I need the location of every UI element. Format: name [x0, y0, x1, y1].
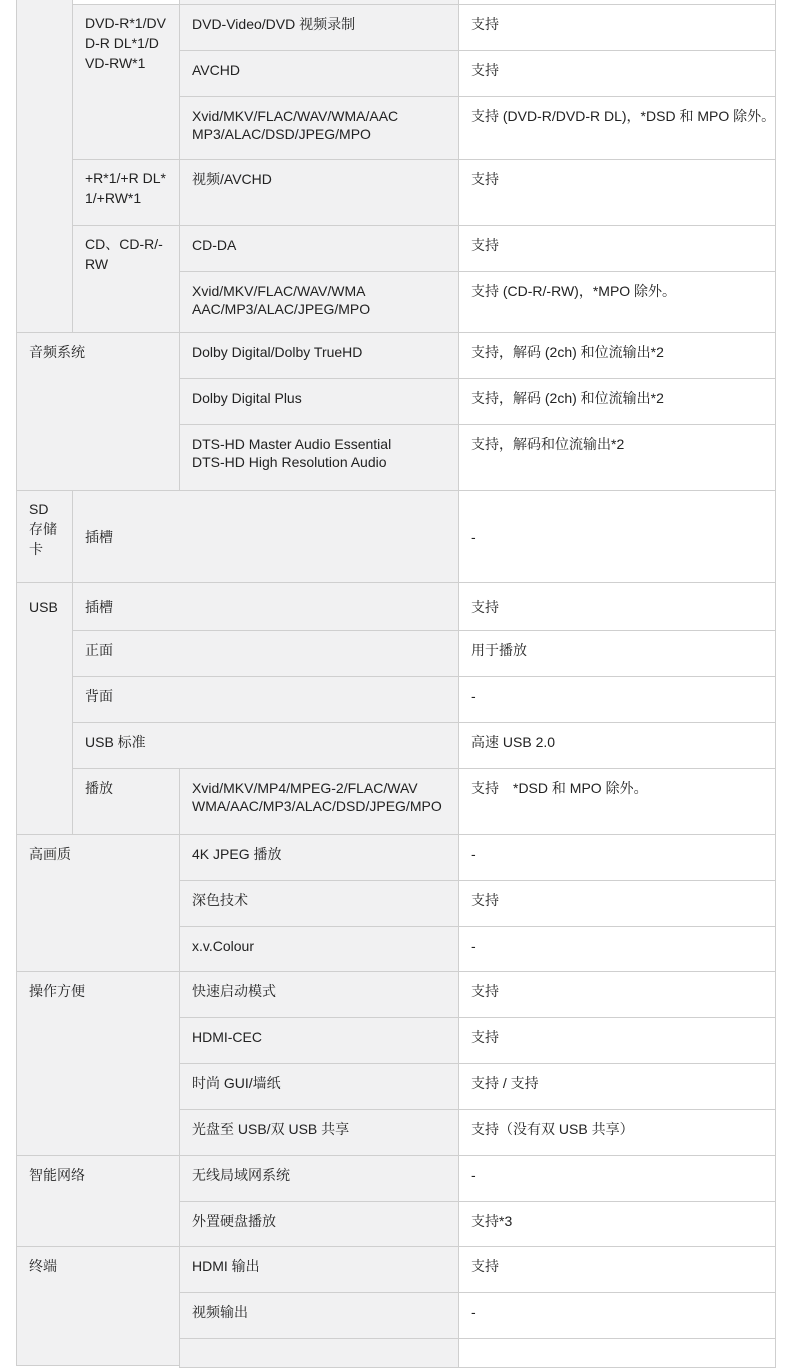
format-cell: 外置硬盘播放 [179, 1201, 459, 1247]
format-line: MP3/ALAC/DSD/JPEG/MPO [192, 126, 371, 142]
format-line: DTS-HD High Resolution Audio [192, 454, 387, 470]
format-line: Xvid/MKV/MP4/MPEG-2/FLAC/WAV [192, 780, 418, 796]
value-cell: 支持 [458, 1017, 776, 1064]
format-cell: CD-DA [179, 225, 459, 272]
format-cell: USB 标准 [72, 722, 459, 769]
format-line: WMA/AAC/MP3/ALAC/DSD/JPEG/MPO [192, 798, 442, 814]
category-audio: 音频系统 [16, 332, 180, 491]
format-cell [179, 96, 459, 160]
row-header-dvd-r: DVD-R*1/DVD-R DL*1/DVD-RW*1 [72, 4, 180, 160]
row-header-cd: CD、CD-R/-RW [72, 225, 180, 333]
category-usb: USB [16, 582, 73, 835]
row-header-usb-playback: 播放 [72, 768, 180, 835]
value-cell: 支持 [458, 1246, 776, 1293]
label-line: 存储 [29, 521, 57, 537]
format-cell: 插槽 [72, 582, 459, 631]
media-category-cell [16, 0, 73, 333]
format-cell: 背面 [72, 676, 459, 723]
value-cell: 支持 [458, 971, 776, 1018]
format-cell: HDMI 输出 [179, 1246, 459, 1293]
format-cell [179, 424, 459, 491]
value-cell: 支持，解码 (2ch) 和位流输出*2 [458, 332, 776, 379]
format-line: DTS-HD Master Audio Essential [192, 436, 392, 452]
value-cell: - [458, 1155, 776, 1202]
format-cell: DVD-Video/DVD 视频录制 [179, 4, 459, 51]
value-cell: 支持 *DSD 和 MPO 除外。 [458, 768, 776, 835]
value-cell: 用于播放 [458, 630, 776, 677]
category-picture: 高画质 [16, 834, 180, 972]
category-network: 智能网络 [16, 1155, 180, 1247]
value-cell: - [458, 676, 776, 723]
format-cell: AVCHD [179, 50, 459, 97]
value-cell: 支持 / 支持 [458, 1063, 776, 1110]
format-cell: 快速启动模式 [179, 971, 459, 1018]
format-cell: 插槽 [72, 490, 459, 583]
format-line: Xvid/MKV/FLAC/WAV/WMA [192, 283, 366, 299]
format-cell: HDMI-CEC [179, 1017, 459, 1064]
label-line: SD [29, 501, 49, 517]
format-cell: Dolby Digital Plus [179, 378, 459, 425]
value-cell: 支持 [458, 4, 776, 51]
format-cell: 视频/AVCHD [179, 159, 459, 226]
value-cell: 支持*3 [458, 1201, 776, 1247]
label-line: 卡 [29, 541, 43, 557]
value-cell: 支持 [458, 225, 776, 272]
format-cell: 时尚 GUI/墙纸 [179, 1063, 459, 1110]
value-cell: - [458, 1292, 776, 1339]
format-cell [179, 768, 459, 835]
format-cell: x.v.Colour [179, 926, 459, 972]
value-cell: 支持，解码 (2ch) 和位流输出*2 [458, 378, 776, 425]
format-line: Xvid/MKV/FLAC/WAV/WMA/AAC [192, 108, 399, 124]
value-cell: 支持 [458, 159, 776, 226]
format-line: AAC/MP3/ALAC/JPEG/MPO [192, 301, 371, 317]
value-cell: 支持 (CD-R/-RW)，*MPO 除外。 [458, 271, 776, 333]
format-cell: Dolby Digital/Dolby TrueHD [179, 332, 459, 379]
value-cell: - [458, 926, 776, 972]
value-cell: 支持 (DVD-R/DVD-R DL)，*DSD 和 MPO 除外。 [458, 96, 776, 160]
format-cell: 深色技术 [179, 880, 459, 927]
value-cell: 支持，解码和位流输出*2 [458, 424, 776, 491]
value-cell: - [458, 834, 776, 881]
format-cell [179, 271, 459, 333]
format-cell: 4K JPEG 播放 [179, 834, 459, 881]
value-cell: 支持 [458, 50, 776, 97]
value-cell: 高速 USB 2.0 [458, 722, 776, 769]
category-sd-card [16, 490, 73, 583]
format-cell: 视频输出 [179, 1292, 459, 1339]
row-header-plus-r: +R*1/+R DL*1/+RW*1 [72, 159, 180, 226]
category-terminal: 终端 [16, 1246, 180, 1366]
value-cell: - [458, 490, 776, 583]
value-cell [458, 1338, 776, 1368]
value-cell: 支持 [458, 880, 776, 927]
value-cell: 支持 [458, 582, 776, 631]
format-cell: 正面 [72, 630, 459, 677]
value-cell: 支持（没有双 USB 共享） [458, 1109, 776, 1156]
format-cell: 光盘至 USB/双 USB 共享 [179, 1109, 459, 1156]
format-cell [179, 1338, 459, 1368]
category-operation: 操作方便 [16, 971, 180, 1156]
format-cell: 无线局域网系统 [179, 1155, 459, 1202]
